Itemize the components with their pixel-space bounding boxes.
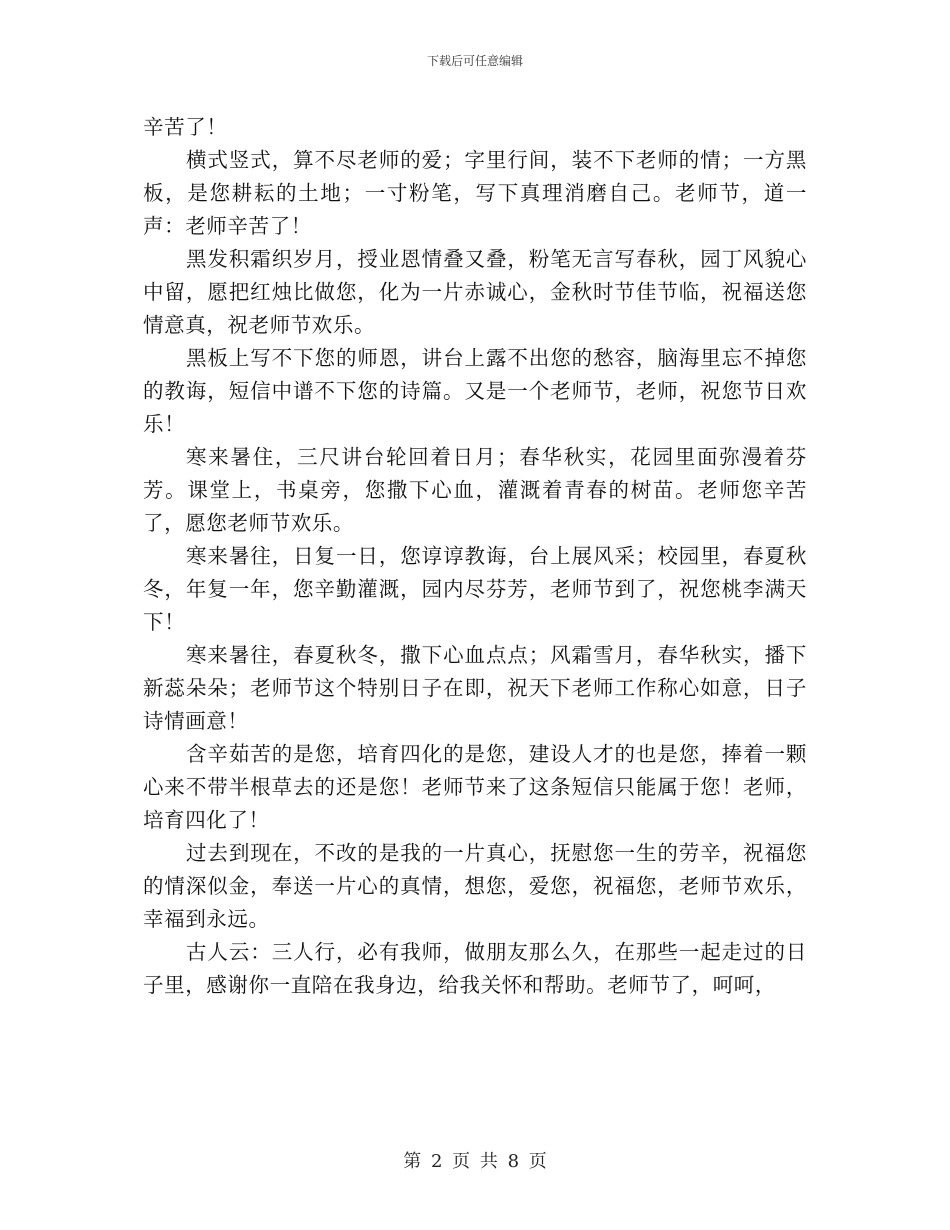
- paragraph: 寒来暑往，春夏秋冬，撒下心血点点；风霜雪月，春华秋实，播下新蕊朵朵；老师节这个特别日子在即，祝天下老师工作称心如意，日子诗情画意！: [143, 643, 807, 733]
- paragraph: 过去到现在，不改的是我的一片真心，抚慰您一生的劳辛，祝福您的情深似金，奉送一片心的真情，想您，爱您，祝福您，老师节欢乐，幸福到永远。: [143, 841, 807, 931]
- page-number-footer: 第 2 页 共 8 页: [403, 1151, 547, 1172]
- paragraph: 古人云：三人行，必有我师，做朋友那么久，在那些一起走过的日子里，感谢你一直陪在我身边，给我关怀和帮助。老师节了，呵呵，: [143, 940, 807, 997]
- paragraph: 横式竖式，算不尽老师的爱；字里行间，装不下老师的情；一方黑板，是您耕耘的土地；一寸粉笔，写下真理消磨自己。老师节，道一声：老师辛苦了！: [143, 148, 807, 238]
- page-header-note: 下载后可任意编辑: [426, 54, 523, 68]
- paragraph: 黑发积霜织岁月，授业恩情叠又叠，粉笔无言写春秋，园丁风貌心中留，愿把红烛比做您，化为一片赤诚心，金秋时节佳节临，祝福送您情意真，祝老师节欢乐。: [143, 247, 807, 337]
- paragraph: 寒来暑住，三尺讲台轮回着日月；春华秋实，花园里面弥漫着芬芳。课堂上，书桌旁，您撒下心血，灌溉着青春的树苗。老师您辛苦了，愿您老师节欢乐。: [143, 445, 807, 535]
- paragraph: 含辛茹苦的是您，培育四化的是您，建设人才的也是您，捧着一颗心来不带半根草去的还是您！老师节来了这条短信只能属于您！老师，培育四化了！: [143, 742, 807, 832]
- document-body: [143, 111, 807, 1002]
- paragraph: 寒来暑往，日复一日，您谆谆教诲，台上展风采；校园里，春夏秋冬，年复一年，您辛勤灌溉，园内尽芬芳，老师节到了，祝您桃李满天下！: [143, 544, 807, 634]
- paragraph-continuation: 辛苦了！: [143, 115, 228, 139]
- paragraph: 黑板上写不下您的师恩，讲台上露不出您的愁容，脑海里忘不掉您的教诲，短信中谱不下您的诗篇。又是一个老师节，老师，祝您节日欢乐！: [143, 346, 807, 436]
